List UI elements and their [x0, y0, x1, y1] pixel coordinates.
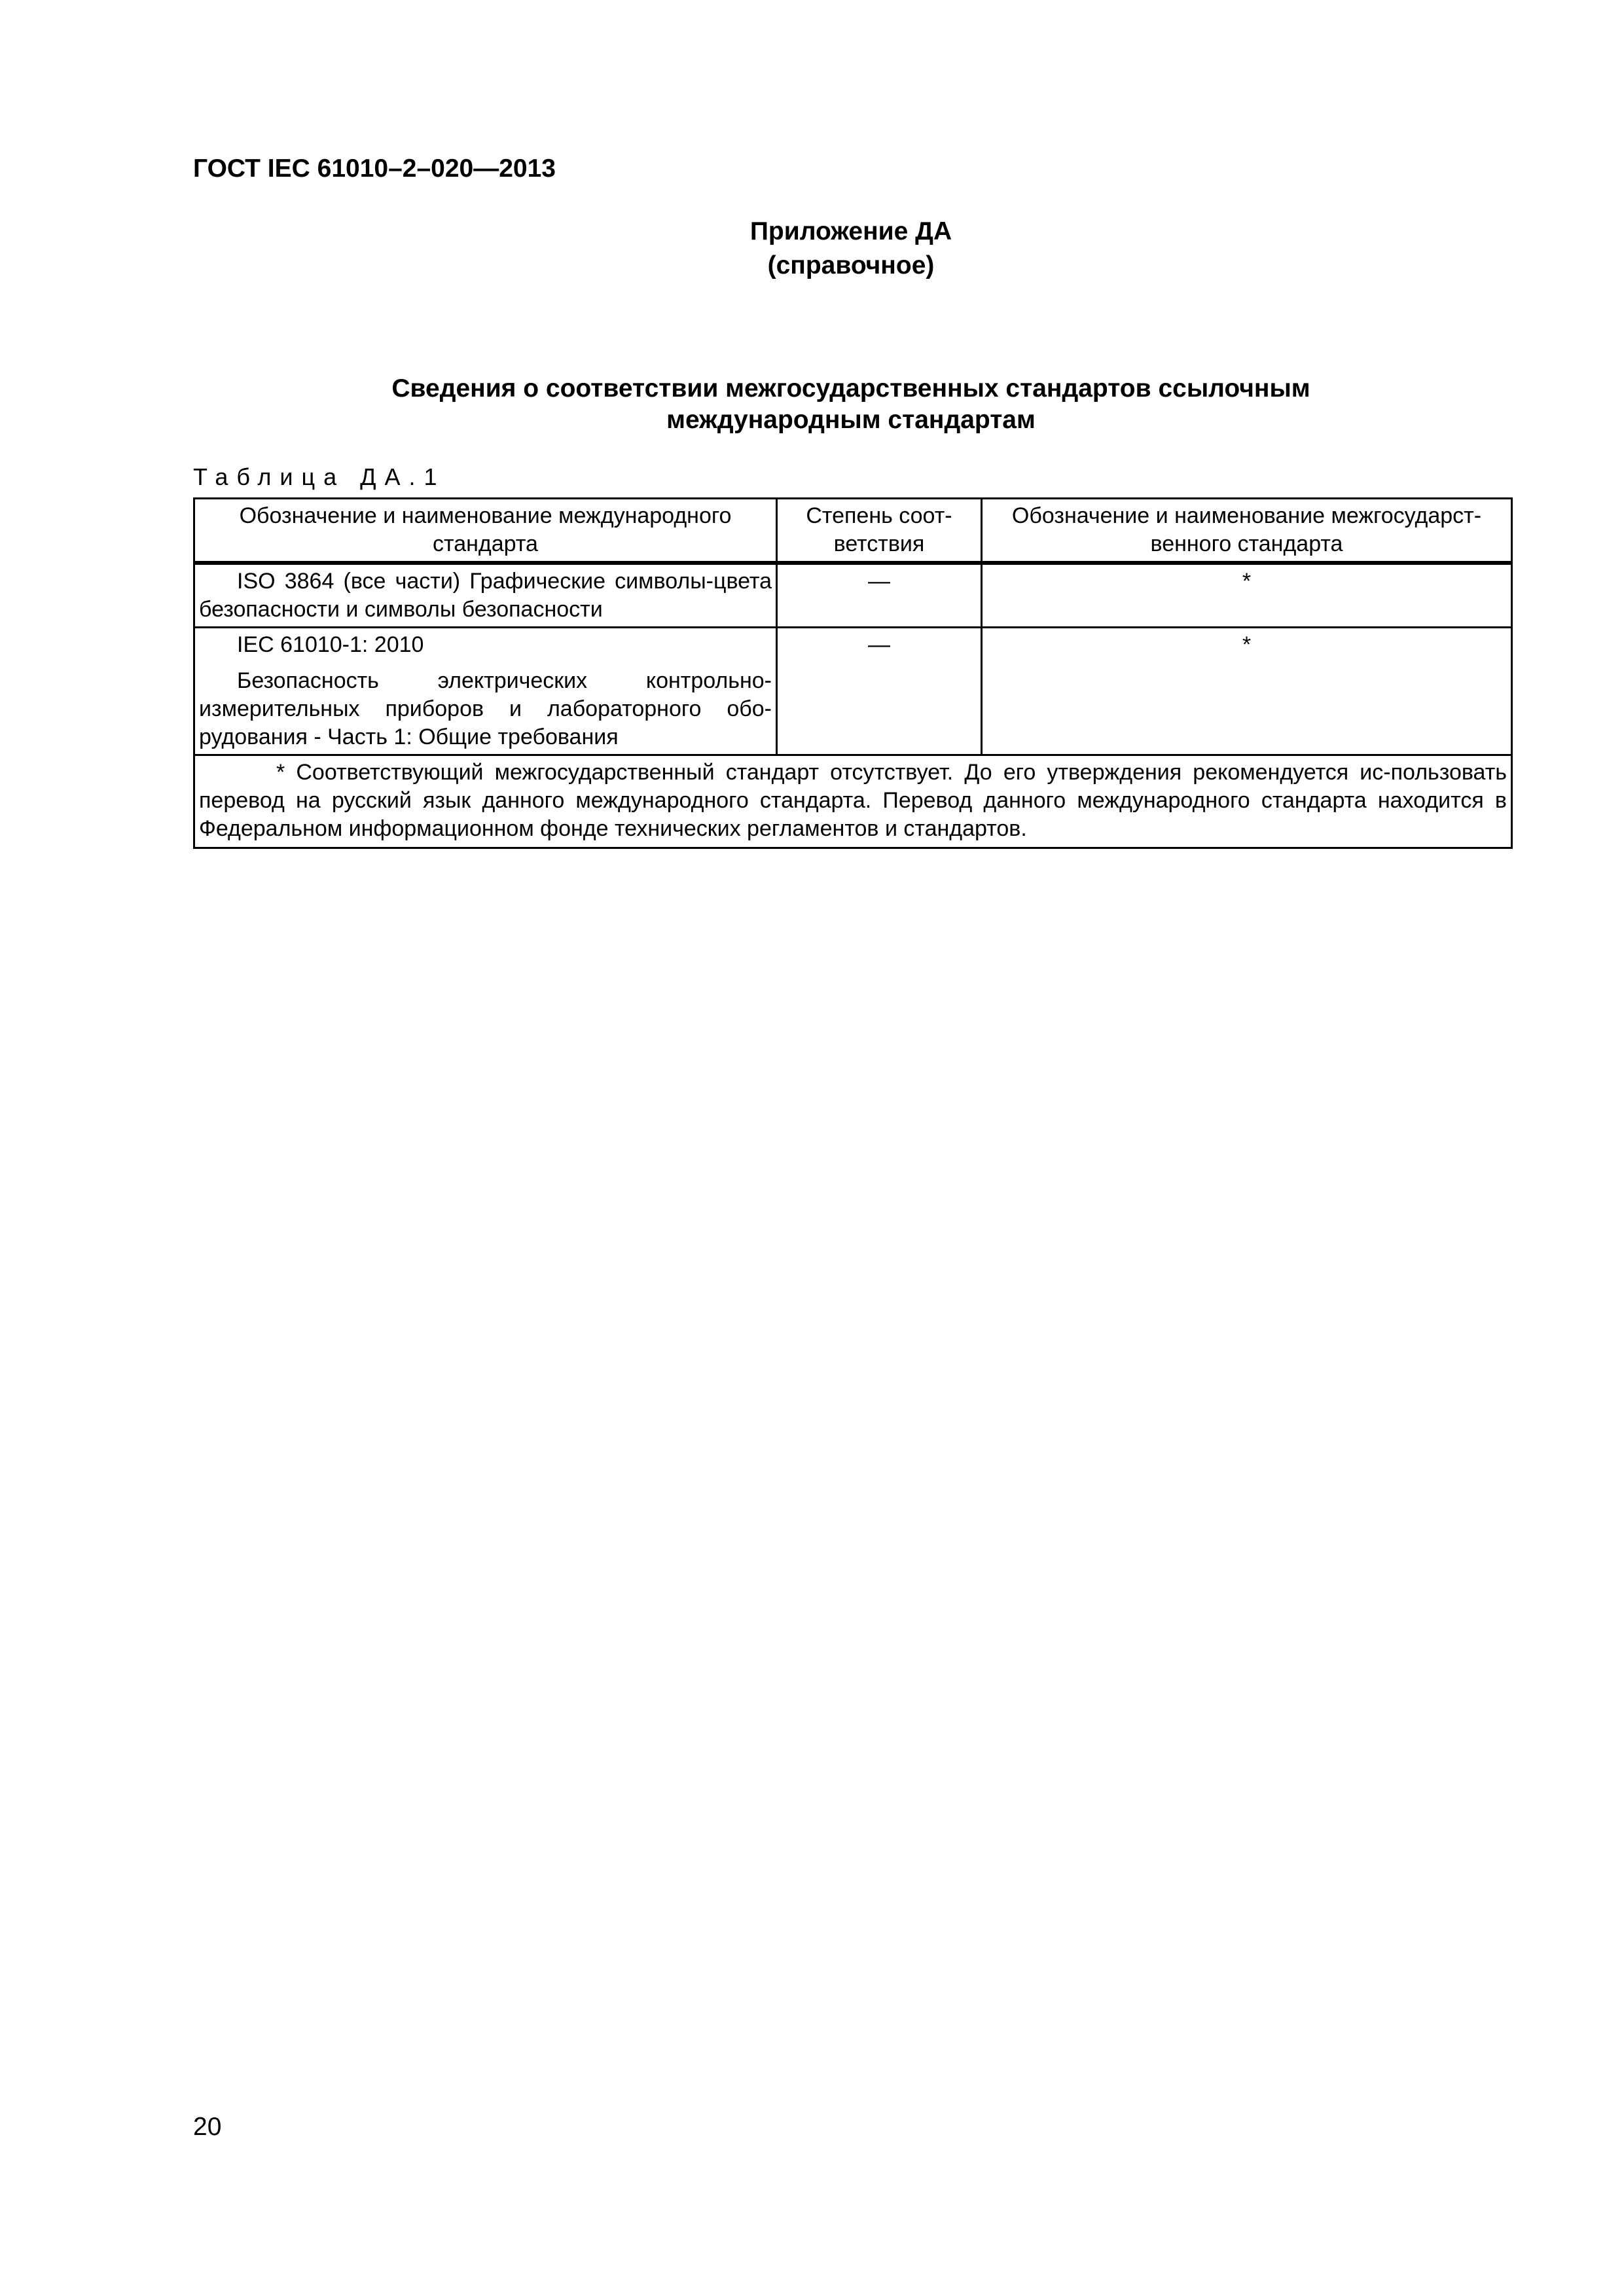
table-footnote: * Соответствующий межгосударственный стандарт отсутствует. До его утверждения рекомендуется ис-пользовать перевод на русский язык данного международного стандарта. Перевод данного международного стандарта находится в Федеральном информационном фонде технических регламентов и стандартов.	[194, 755, 1512, 848]
table-caption: Таблица ДА.1	[193, 463, 446, 490]
section-title-line-1: Сведения о соответствии межгосударственных стандартов ссылочным	[391, 374, 1310, 403]
header-international-standard: Обозначение и наименование международного стандарта	[194, 499, 777, 564]
international-standard-cell	[194, 563, 777, 628]
standards-correspondence-table	[193, 497, 1513, 849]
table-row	[194, 628, 1512, 755]
degree-cell: —	[777, 628, 982, 755]
degree-cell: —	[777, 563, 982, 628]
interstate-standard-cell: *	[982, 563, 1512, 628]
page-number: 20	[193, 2113, 222, 2141]
international-standard-text: Безопасность электрических контрольно-измерительных приборов и лабораторного обо-рудования - Часть 1: Общие требования	[199, 668, 772, 749]
interstate-standard-cell: *	[982, 628, 1512, 755]
international-standard-code: IEC 61010-1: 2010	[237, 632, 424, 657]
table-header-row	[194, 499, 1512, 564]
appendix-title: Приложение ДА	[749, 217, 952, 245]
document-standard-code: ГОСТ IEC 61010–2–020—2013	[193, 154, 556, 183]
table-footnote-row	[194, 755, 1512, 848]
international-standard-cell	[194, 628, 777, 755]
header-interstate-standard: Обозначение и наименование межгосударст-венного стандарта	[982, 499, 1512, 564]
table-row	[194, 563, 1512, 628]
section-title-line-2: международным стандартам	[666, 406, 1036, 434]
header-degree-of-correspondence: Степень соот-ветствия	[777, 499, 982, 564]
appendix-subtitle: (справочное)	[767, 251, 935, 279]
international-standard-text: ISO 3864 (все части) Графические символы-цвета безопасности и символы безопасности	[199, 569, 772, 622]
